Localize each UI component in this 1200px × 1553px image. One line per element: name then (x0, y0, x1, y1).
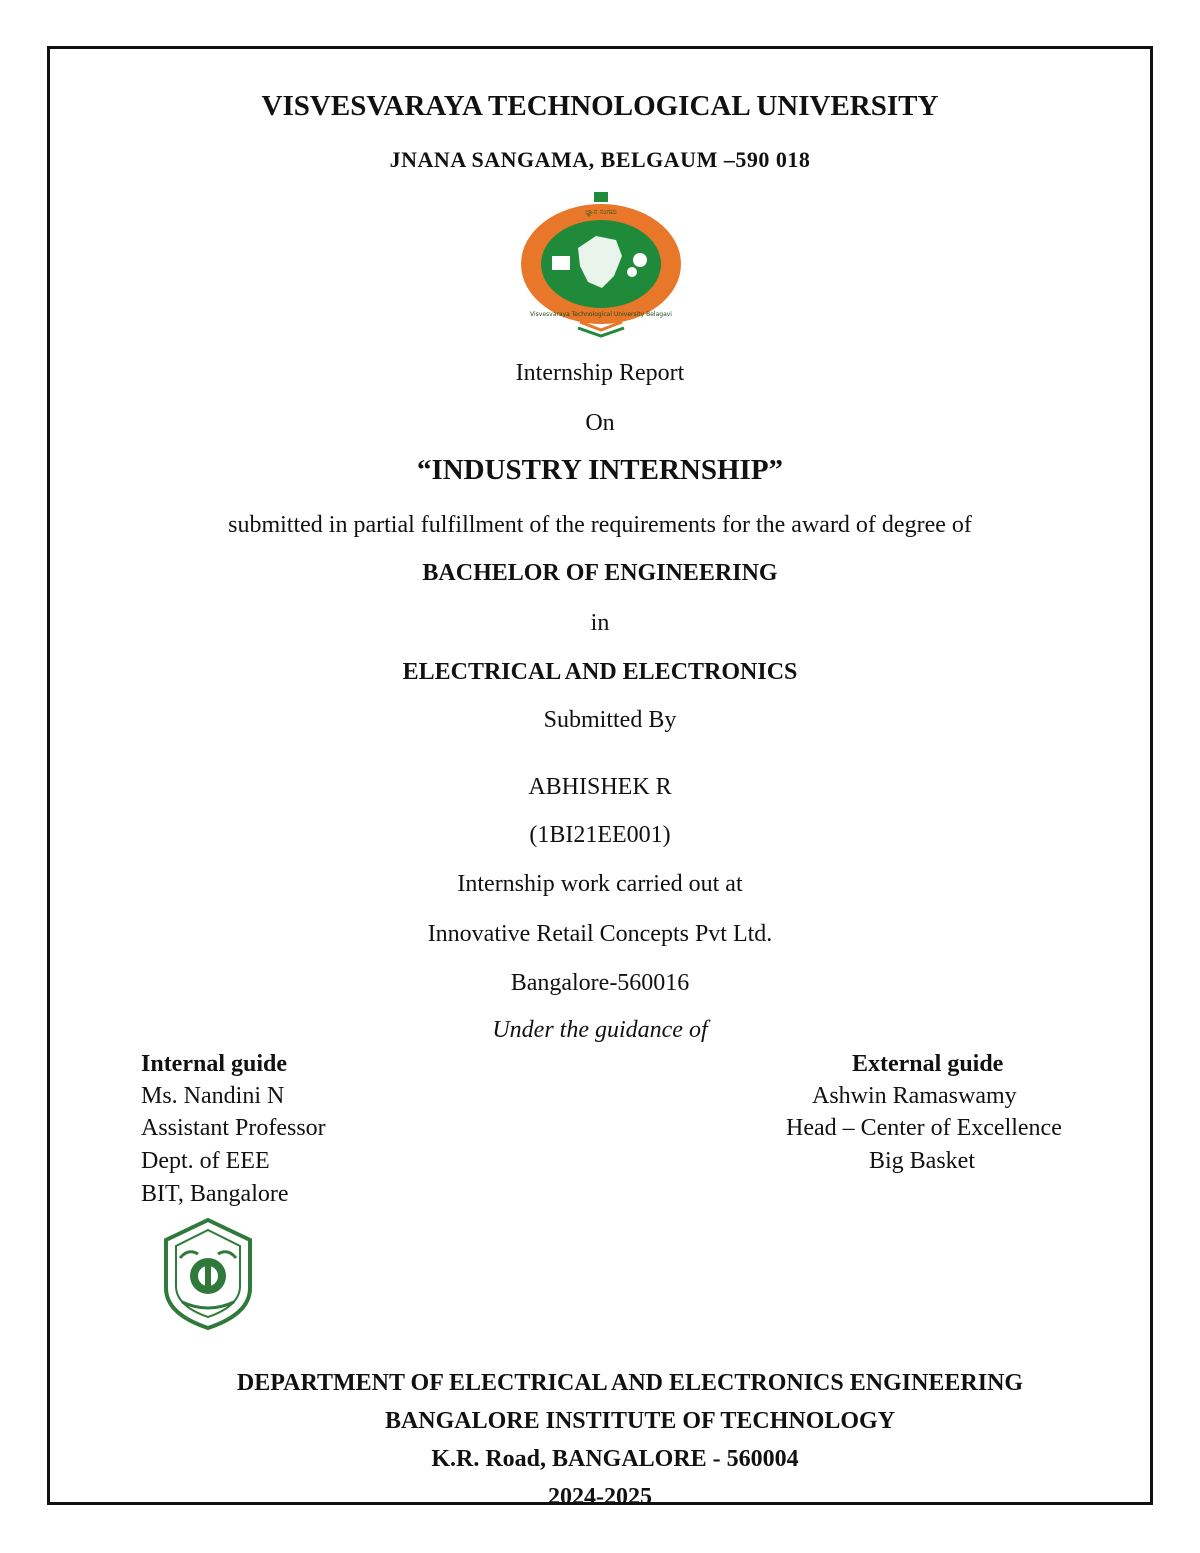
vtu-logo (518, 190, 684, 338)
footer-year: 2024-2025 (548, 1484, 652, 1510)
bit-logo (158, 1218, 258, 1330)
footer-address: K.R. Road, BANGALORE - 560004 (431, 1446, 799, 1472)
student-name: ABHISHEK R (528, 774, 672, 800)
internal-guide-name: Ms. Nandini N (141, 1083, 285, 1109)
external-guide-org: Big Basket (869, 1148, 975, 1174)
degree-name: BACHELOR OF ENGINEERING (422, 560, 778, 586)
internship-carried-out: Internship work carried out at (457, 871, 743, 897)
internal-guide-dept: Dept. of EEE (141, 1148, 270, 1174)
internal-guide-label: Internal guide (141, 1051, 288, 1077)
submitted-by: Submitted By (543, 707, 677, 733)
report-title: “INDUSTRY INTERNSHIP” (416, 454, 784, 486)
branch-name: ELECTRICAL AND ELECTRONICS (402, 659, 798, 685)
student-usn: (1BI21EE001) (529, 822, 671, 848)
footer-department: DEPARTMENT OF ELECTRICAL AND ELECTRONICS ENGINEERING (236, 1370, 1024, 1396)
external-guide-designation: Head – Center of Excellence (786, 1115, 1062, 1141)
guidance-heading: Under the guidance of (492, 1017, 708, 1043)
report-purpose: submitted in partial fulfillment of the requirements for the award of degree of (228, 512, 972, 538)
internal-guide-institute: BIT, Bangalore (141, 1181, 289, 1207)
company-name: Innovative Retail Concepts Pvt Ltd. (427, 921, 773, 947)
footer-institute: BANGALORE INSTITUTE OF TECHNOLOGY (384, 1408, 896, 1434)
report-in: in (590, 610, 610, 636)
internal-guide-designation: Assistant Professor (141, 1115, 326, 1141)
university-address: JNANA SANGAMA, BELGAUM –590 018 (389, 147, 811, 172)
external-guide-label: External guide (852, 1051, 1004, 1077)
report-line2: On (585, 410, 615, 436)
vtu-logo-text-top: ಜ್ಞಾನ ಸಂಗಮ (585, 208, 617, 216)
external-guide-name: Ashwin Ramaswamy (812, 1083, 1017, 1109)
company-city: Bangalore-560016 (510, 970, 690, 996)
report-line1: Internship Report (515, 360, 685, 386)
vtu-logo-text-ring: Visvesvaraya Technological University Belagavi (530, 311, 672, 318)
university-name: VISVESVARAYA TECHNOLOGICAL UNIVERSITY (261, 90, 939, 122)
